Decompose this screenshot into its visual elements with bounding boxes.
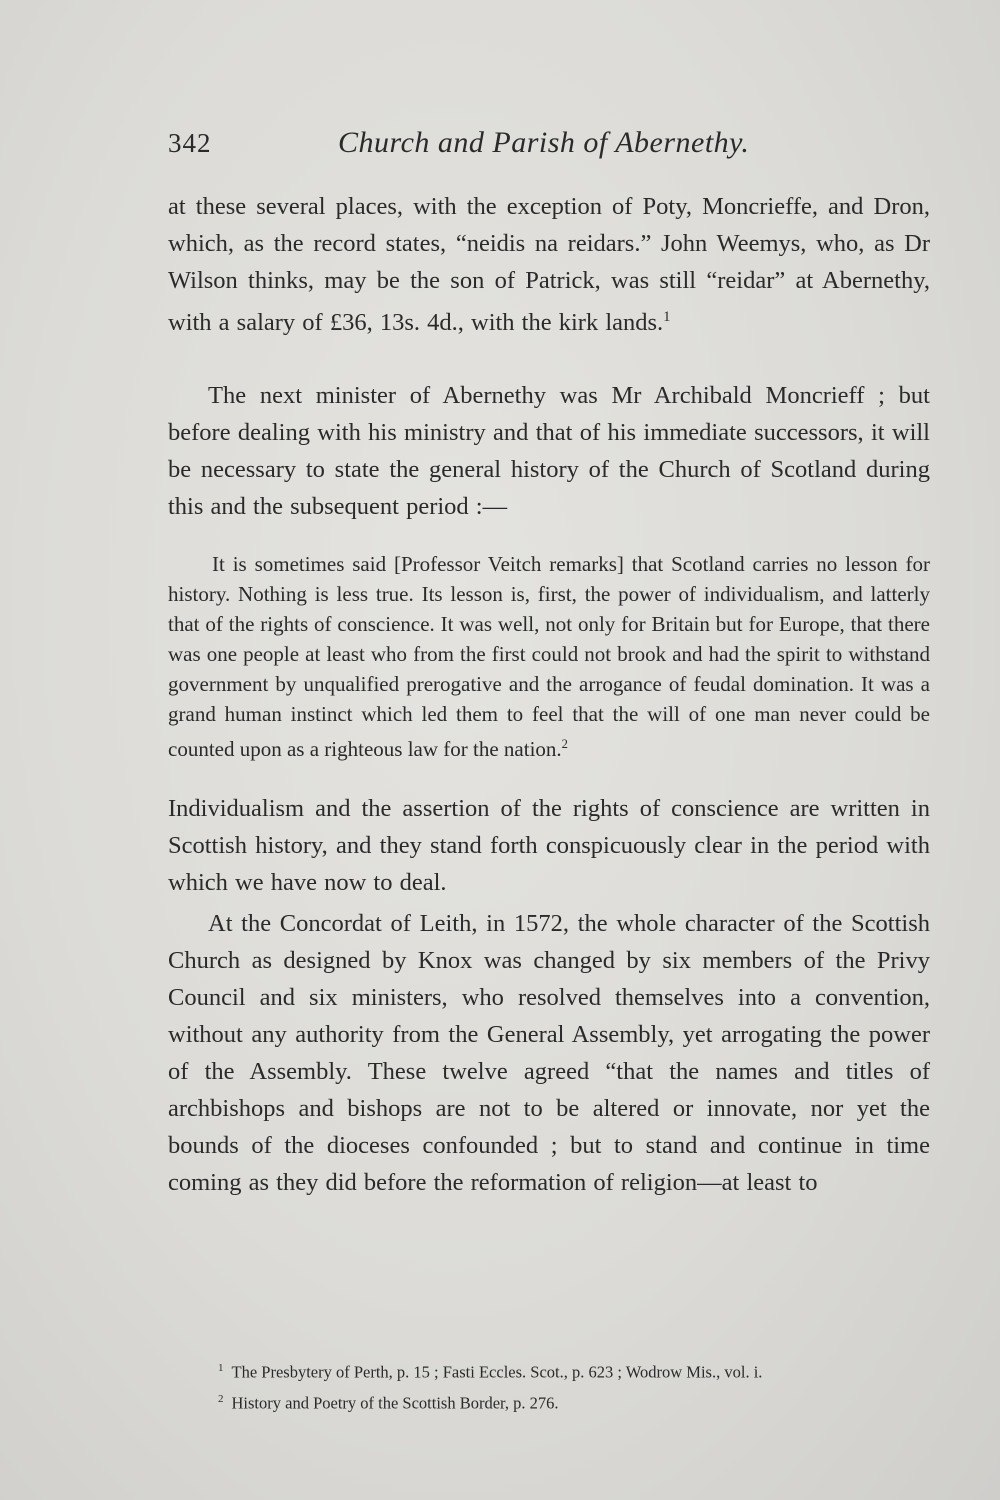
paragraph: At the Concordat of Leith, in 1572, the whole character of the Scottish Church as designed by Knox was changed by six members of the Privy Council and six ministers, who resolved themselves into a convention, without any authority from the General Assembly, yet arrogating the power of the Assembly. These twelve agreed “that the names and titles of archbishops and bishops are not to be altered or innovate, nor yet the bounds of the dioceses confounded ; but to stand and continue in time coming as they did before the reformation of religion—at least to bbox=[168, 910, 930, 1197]
footnote-reference: 1 bbox=[663, 309, 671, 325]
page-header bbox=[168, 128, 938, 168]
footnote bbox=[218, 1355, 938, 1386]
footnote-mark: 1 bbox=[218, 1362, 224, 1374]
quote-text: It is sometimes said [Professor Veitch remarks] that Scotland carries no lesson for history. Nothing is less true. Its lesson is, first, the power of individualism, and latterly that of the rights of conscience. It was well, not only for Britain but for Europe, that there was one people at least who from the first could not brook and had the spirit to withstand government by unqualified prerogative and the arrogance of feudal domination. It was a grand human instinct which led them to feel that the will of one man never could be counted upon as a righteous law for the nation. bbox=[168, 552, 930, 762]
page-number: 342 bbox=[168, 128, 212, 158]
footnote-text: The Presbytery of Perth, p. 15 ; Fasti Eccles. Scot., p. 623 ; Wodrow Mis., vol. i. bbox=[231, 1362, 763, 1382]
paragraph: The next minister of Abernethy was Mr Archibald Moncrieff ; but before dealing with his ministry and that of his immediate successors, it will be necessary to state the general history of the Church of Scotland during this and the subsequent period :— bbox=[168, 382, 930, 521]
paragraph bbox=[168, 188, 930, 341]
paragraph: Individualism and the assertion of the rights of conscience are written in Scottish history, and they stand forth conspicuously clear in the period with which we have now to deal. bbox=[168, 795, 930, 897]
page-body bbox=[168, 188, 930, 1201]
block-quote bbox=[168, 549, 930, 764]
footnotes bbox=[218, 1355, 938, 1416]
footnote-mark: 2 bbox=[218, 1392, 224, 1405]
footnote bbox=[218, 1386, 938, 1417]
footnote-reference: 2 bbox=[561, 737, 568, 752]
footnote-text: History and Poetry of the Scottish Border, p. 276. bbox=[231, 1393, 559, 1412]
running-title: Church and Parish of Abernethy. bbox=[338, 126, 750, 159]
paragraph-text: at these several places, with the exception of Poty, Moncrieffe, and Dron, which, as the record states, “neidis na reidars.” John Weemys, who, as Dr Wilson thinks, may be the son of Patrick, was still “reidar” at Abernethy, with a salary of £36, 13s. 4d., with the kirk lands. bbox=[168, 193, 930, 337]
